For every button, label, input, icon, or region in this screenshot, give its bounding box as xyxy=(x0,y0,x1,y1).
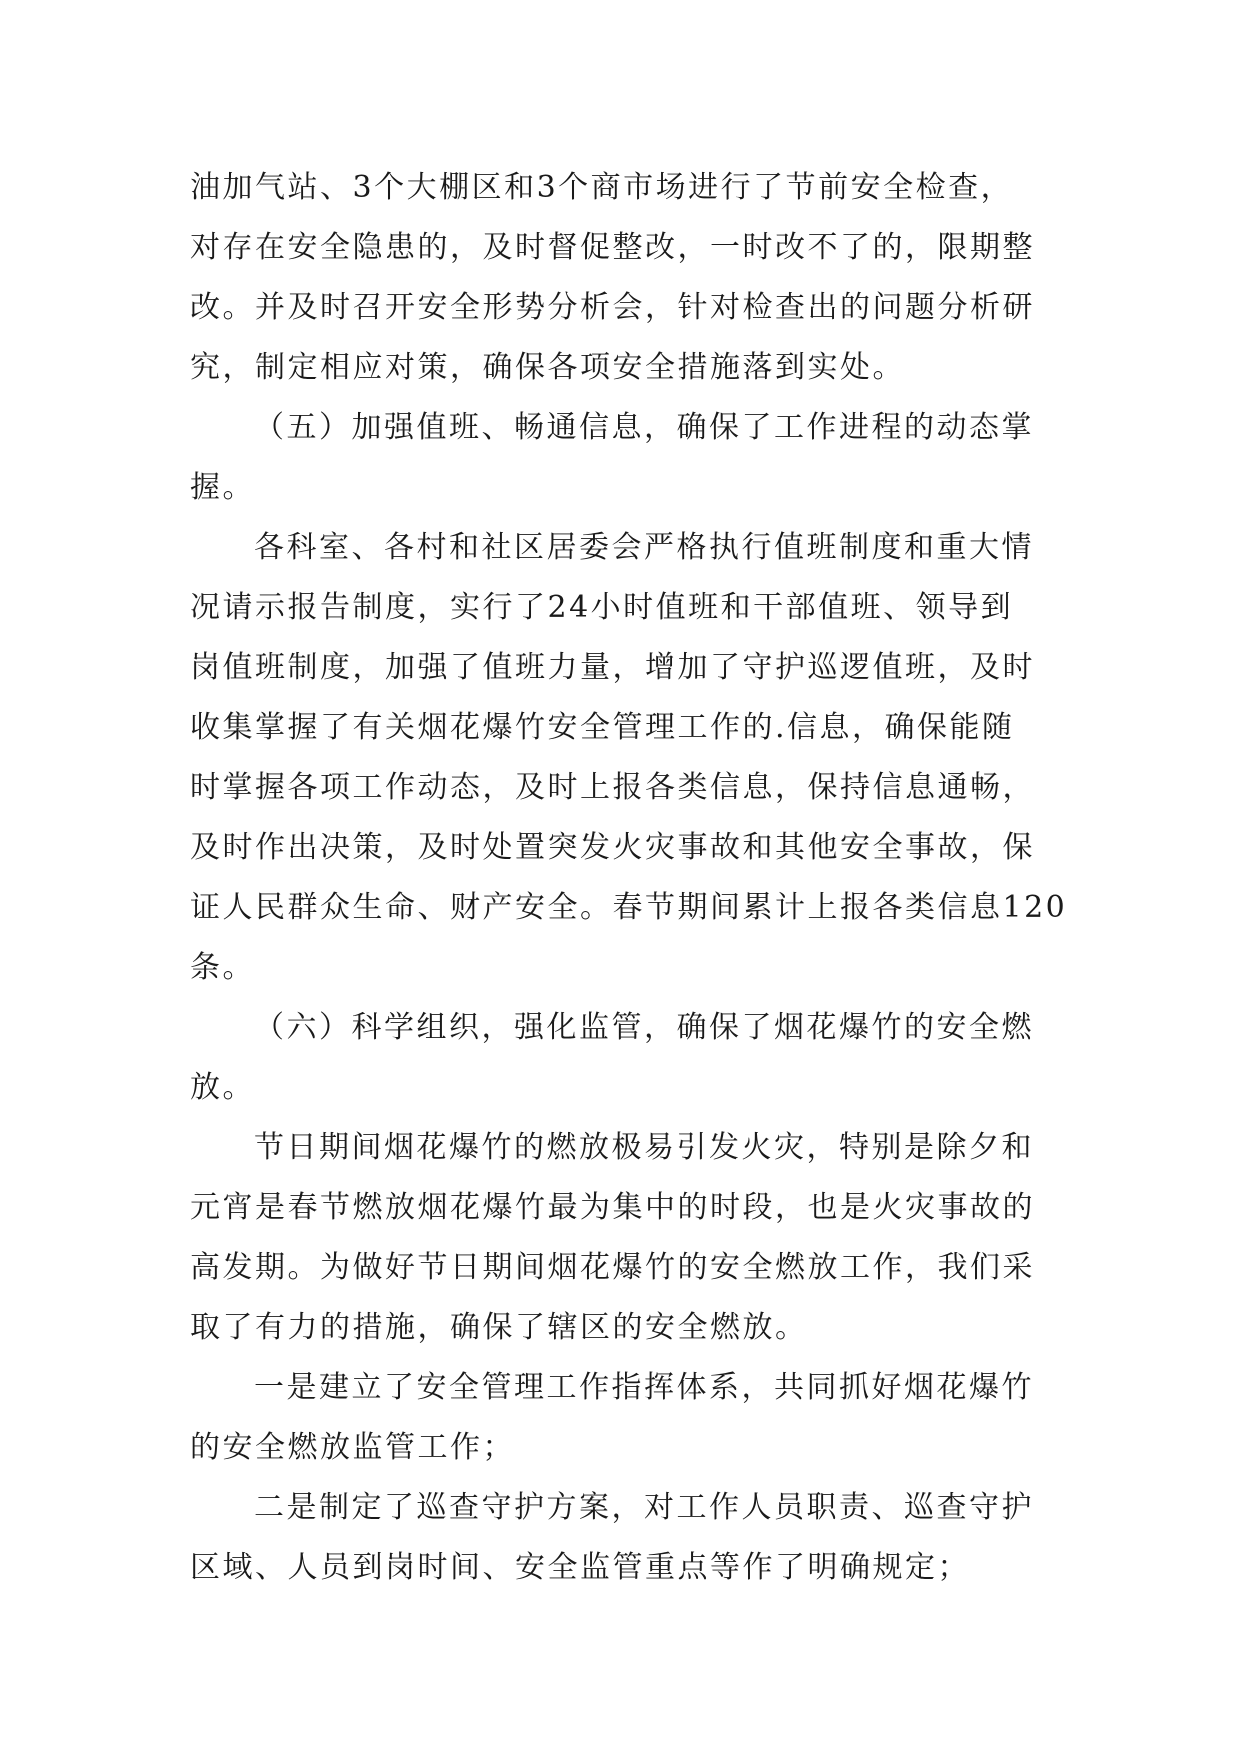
text-line: 对存在安全隐患的，及时督促整改，一时改不了的，限期整 xyxy=(190,230,1035,265)
text-line: 高发期。为做好节日期间烟花爆竹的安全燃放工作，我们采 xyxy=(190,1250,1035,1285)
text-line: 区域、人员到岗时间、安全监管重点等作了明确规定； xyxy=(190,1550,970,1585)
section-heading-6: （六）科学组织，强化监管，确保了烟花爆竹的安全燃 xyxy=(254,1010,1034,1045)
paragraph-start: 各科室、各村和社区居委会严格执行值班制度和重大情 xyxy=(254,530,1034,565)
text-line: 放。 xyxy=(190,1070,255,1105)
body-text xyxy=(190,158,1070,1598)
text-line: 条。 xyxy=(190,950,255,985)
text-line: 证人民群众生命、财产安全。春节期间累计上报各类信息120 xyxy=(190,890,1068,925)
text-line: 改。并及时召开安全形势分析会，针对检查出的问题分析研 xyxy=(190,290,1035,325)
paragraph-start: 节日期间烟花爆竹的燃放极易引发火灾，特别是除夕和 xyxy=(254,1130,1034,1165)
text-line: 况请示报告制度，实行了24小时值班和干部值班、领导到 xyxy=(190,590,1014,625)
text-line: 油加气站、3个大棚区和3个商市场进行了节前安全检查， xyxy=(190,170,1014,205)
text-line: 取了有力的措施，确保了辖区的安全燃放。 xyxy=(190,1310,808,1345)
text-line: 究，制定相应对策，确保各项安全措施落到实处。 xyxy=(190,350,905,385)
paragraph-start: 二是制定了巡查守护方案，对工作人员职责、巡查守护 xyxy=(254,1490,1034,1525)
section-heading-5: （五）加强值班、畅通信息，确保了工作进程的动态掌 xyxy=(254,410,1034,445)
paragraph-start: 一是建立了安全管理工作指挥体系，共同抓好烟花爆竹 xyxy=(254,1370,1034,1405)
text-line: 及时作出决策，及时处置突发火灾事故和其他安全事故，保 xyxy=(190,830,1035,865)
text-line: 收集掌握了有关烟花爆竹安全管理工作的.信息，确保能随 xyxy=(190,710,1015,745)
text-line: 握。 xyxy=(190,470,255,505)
text-line: 元宵是春节燃放烟花爆竹最为集中的时段，也是火灾事故的 xyxy=(190,1190,1035,1225)
text-line: 时掌握各项工作动态，及时上报各类信息，保持信息通畅， xyxy=(190,770,1035,805)
text-line: 的安全燃放监管工作； xyxy=(190,1430,515,1465)
text-line: 岗值班制度，加强了值班力量，增加了守护巡逻值班，及时 xyxy=(190,650,1035,685)
